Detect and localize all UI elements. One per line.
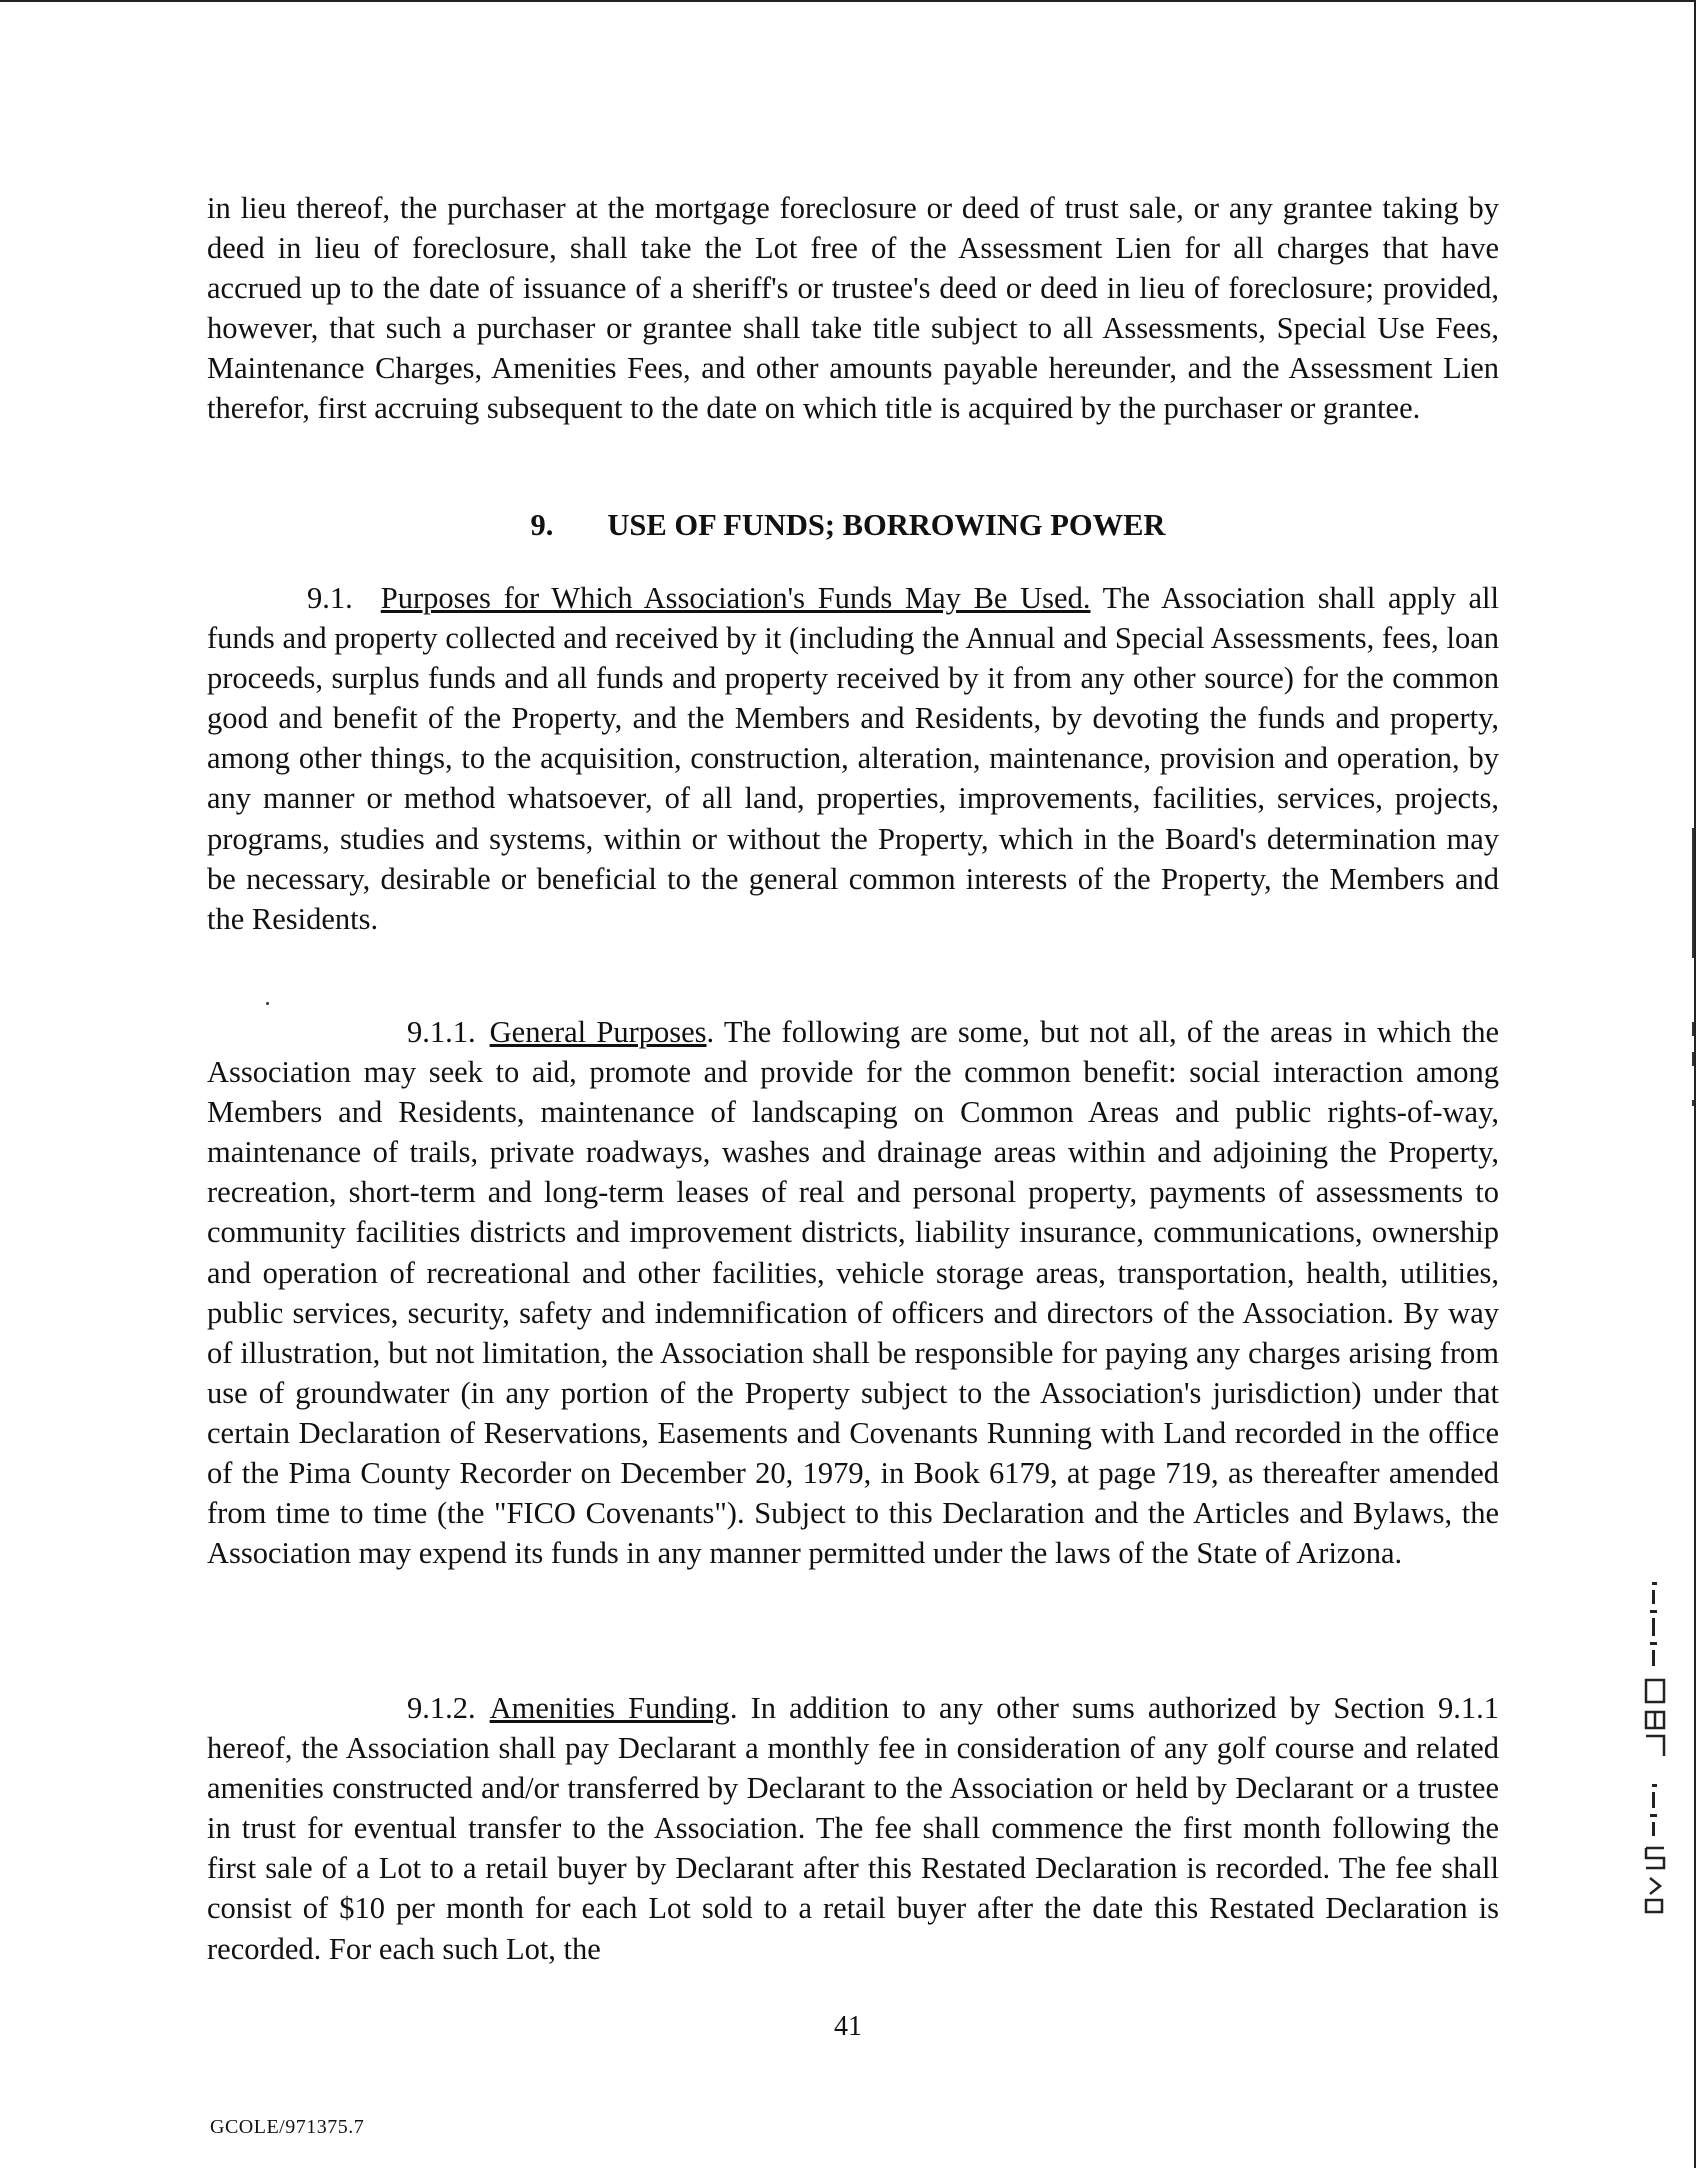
section-heading: [0, 505, 1696, 545]
page-number: 41: [834, 2011, 862, 2042]
section-9-1-2-title: Amenities Funding: [489, 1691, 730, 1725]
section-9-1-1-paragraph: [207, 1012, 1499, 1573]
section-heading-title: USE OF FUNDS; BORROWING POWER: [607, 508, 1166, 542]
stamp-glyph: [1646, 1848, 1664, 1912]
stray-mark: [266, 1002, 269, 1005]
section-9-1-number: 9.1.: [307, 581, 353, 615]
section-9-1-title: Purposes for Which Association's Funds May Be Used.: [380, 581, 1091, 615]
recorder-stamp: [1632, 1570, 1680, 1920]
section-9-1-1-text: . The following are some, but not all, of the areas in which the Association may seek to aid, promote and provide for the common benefit: social interaction among Members and Residents, maintenance of landscaping on Common Areas and public rights-of-way, maintenance of trails, private roadways, washes and drainage areas within and adjoining the Property, recreation, short-term and long-term leases of real and personal property, payments of assessments to community facilities districts and improvement districts, liability insurance, communications, ownership and operation of recreational and other facilities, vehicle storage areas, transportation, health, utilities, public services, security, safety and indemnification of officers and directors of the Association. By way of illustration, but not limitation, the Association shall be responsible for paying any charges arising from use of groundwater (in any portion of the Property subject to the Association's jurisdiction) under that certain Declaration of Reservations, Easements and Covenants Running with Land recorded in the office of the Pima County Recorder on December 20, 1979, in Book 6179, at page 719, as thereafter amended from time to time (the "FICO Covenants"). Subject to this Declaration and the Articles and Bylaws, the Association may expend its funds in any manner permitted under the laws of the State of Arizona.: [207, 1015, 1499, 1571]
margin-rule-mark: [1692, 1100, 1694, 1106]
margin-rule-mark: [1692, 1022, 1694, 1036]
footer-document-code: GCOLE/971375.7: [210, 2116, 365, 2138]
page-border-top: [0, 0, 1696, 2]
stamp-glyph: [1650, 1784, 1657, 1836]
margin-rule-mark: [1692, 1052, 1694, 1066]
stamp-glyph: [1646, 1680, 1664, 1756]
stamp-glyph: [1650, 1582, 1657, 1666]
section-9-1-2-paragraph: [207, 1688, 1499, 1969]
section-9-1-paragraph: [207, 578, 1499, 939]
section-9-1-1-title: General Purposes: [489, 1015, 707, 1049]
section-heading-number: 9.: [530, 508, 554, 542]
paragraph-continuation: in lieu thereof, the purchaser at the mortgage foreclosure or deed of trust sale, or any grantee taking by deed in lieu of foreclosure, shall take the Lot free of the Assessment Lien for all charges that have accrued up to the date of issuance of a sheriff's or trustee's deed or deed in lieu of foreclosure; provided, however, that such a purchaser or grantee shall take title subject to all Assessments, Special Use Fees, Maintenance Charges, Amenities Fees, and other amounts payable hereunder, and the Assessment Lien therefor, first accruing subsequent to the date on which title is acquired by the purchaser or grantee.: [207, 191, 1499, 426]
section-9-1-text: The Association shall apply all funds and property collected and received by it (including the Annual and Special Assessments, fees, loan proceeds, surplus funds and all funds and property received by it from any other source) for the common good and benefit of the Property, and the Members and Residents, by devoting the funds and property, among other things, to the acquisition, construction, alteration, maintenance, provision and operation, by any manner or method whatsoever, of all land, properties, improvements, facilities, services, projects, programs, studies and systems, within or without the Property, which in the Board's determination may be necessary, desirable or beneficial to the general common interests of the Property, the Members and the Residents.: [207, 581, 1500, 936]
section-9-1-1-number: 9.1.1.: [407, 1015, 476, 1049]
section-9-1-2-number: 9.1.2.: [407, 1691, 476, 1725]
section-9-1-2-text: . In addition to any other sums authorized by Section 9.1.1 hereof, the Association shall pay Declarant a monthly fee in consideration of any golf course and related amenities constructed and/or transferred by Declarant to the Association or held by Declarant or a trustee in trust for eventual transfer to the Association. The fee shall commence the first month following the first sale of a Lot to a retail buyer by Declarant after this Restated Declaration is recorded. The fee shall consist of $10 per month for each Lot sold to a retail buyer after the date this Restated Declaration is recorded. For each such Lot, the: [207, 1691, 1499, 1966]
margin-rule-mark: [1692, 828, 1694, 958]
